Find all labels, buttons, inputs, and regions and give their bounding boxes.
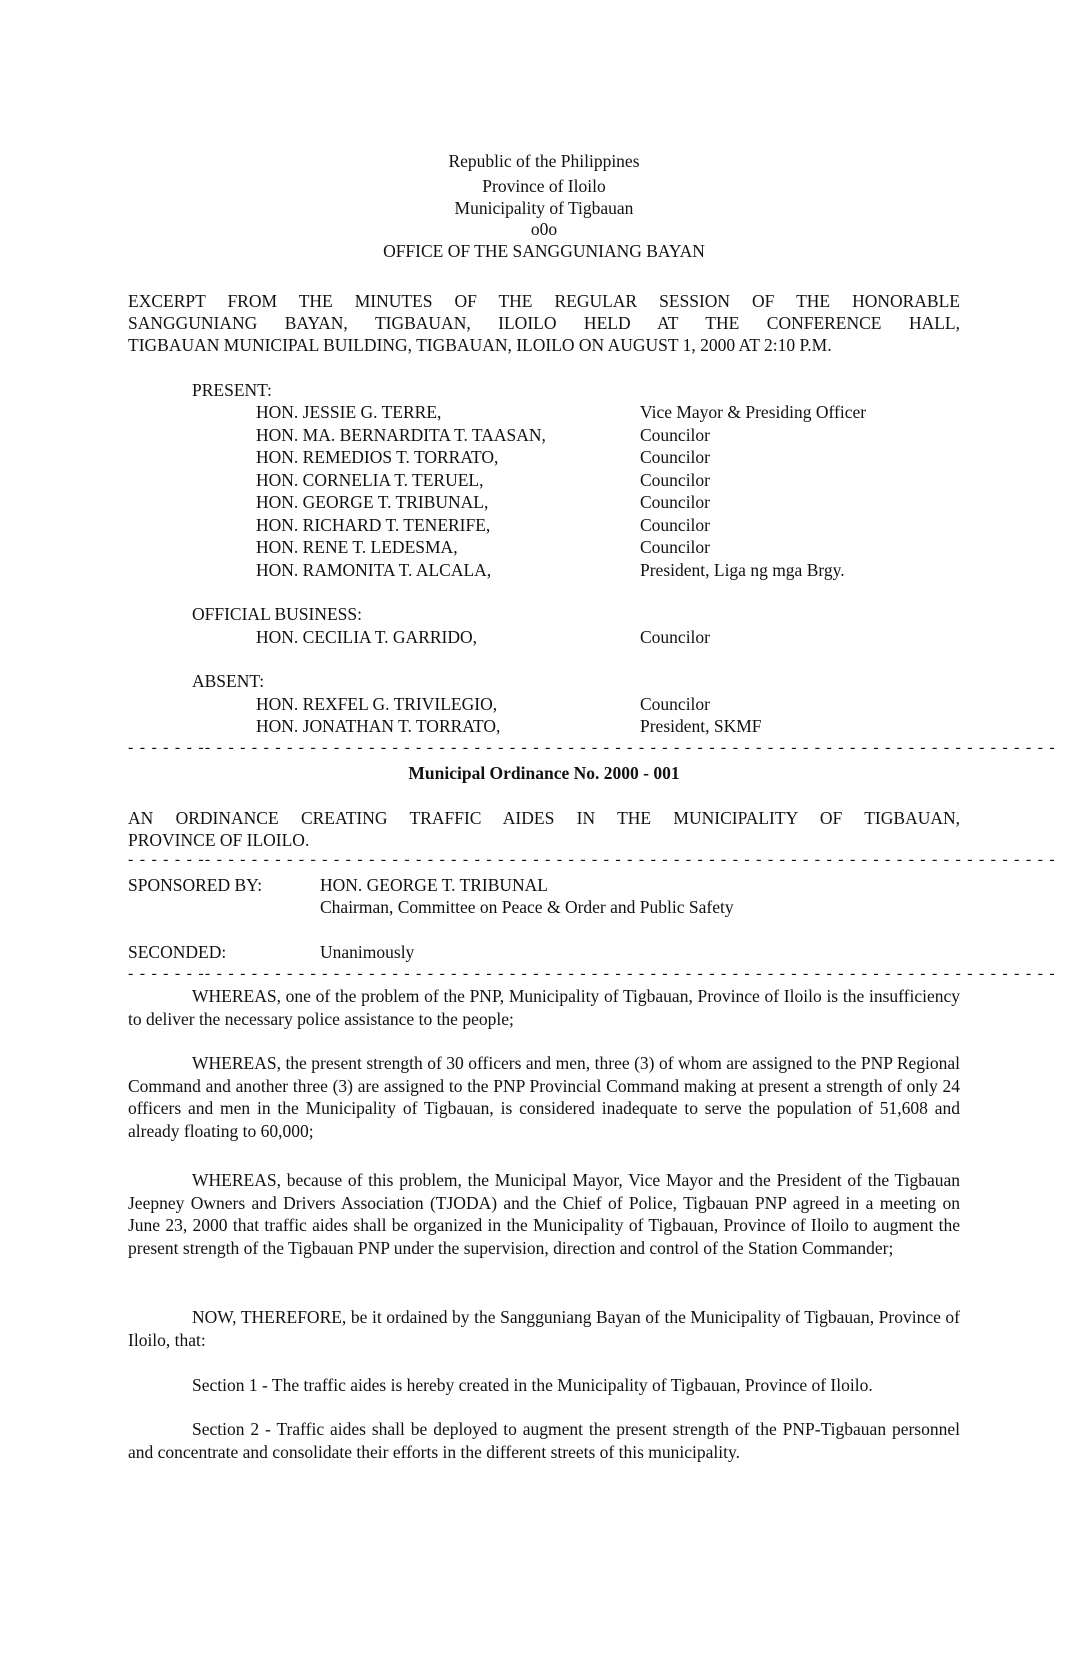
attendee-name: HON. JONATHAN T. TORRATO, [256,716,501,736]
attendee-role: Councilor [640,627,710,647]
header-province: Province of Iloilo [482,176,606,196]
attendee-role: President, SKMF [640,716,762,736]
attendee-name: HON. RENE T. LEDESMA, [256,537,458,557]
attendee-role: Councilor [640,694,710,714]
attendee-name: HON. CECILIA T. GARRIDO, [256,627,478,647]
sponsor-title: Chairman, Committee on Peace & Order and Public Safety [320,897,734,917]
attendee-name: HON. RICHARD T. TENERIFE, [256,515,491,535]
attendee-role: Councilor [640,470,710,490]
excerpt-block [128,290,960,356]
ordinance-title-line: PROVINCE OF ILOILO. [128,830,310,850]
sponsored-by-label: SPONSORED BY: [128,875,263,895]
attendee-role: Councilor [640,425,710,445]
seconded-value: Unanimously [320,942,415,962]
attendee-name: HON. RAMONITA T. ALCALA, [256,560,492,580]
excerpt-line: SANGGUNIANG BAYAN, TIGBAUAN, ILOILO HELD AT THE CONFERENCE HALL, [128,313,960,333]
separator-line: - - - - - - -- - - - - - - - - - - - - - - - - - - - - - - - - - - - - - - - - - - - - - - - - - - - - - - - - - - - - - - - - - - - - - - - - - - - - - - - - [128,739,1056,756]
attendee-role: Councilor [640,447,710,467]
excerpt-line: EXCERPT FROM THE MINUTES OF THE REGULAR SESSION OF THE HONORABLE [128,291,960,311]
whereas-paragraph: WHEREAS, because of this problem, the Municipal Mayor, Vice Mayor and the President of the Tigbauan Jeepney Owners and Drivers Association (TJODA) and the Chief of Police, Tigbauan PNP agreed in a meeting on June 23, 2000 that traffic aides shall be organized in the Municipality of Tigbauan, Province of Iloilo to augment the present strength of the Tigbauan PNP under the supervision, direction and control of the Station Commander; [128,1170,960,1258]
attendee-name: HON. GEORGE T. TRIBUNAL, [256,492,489,512]
official-business-label: OFFICIAL BUSINESS: [192,604,363,624]
attendee-name: HON. REXFEL G. TRIVILEGIO, [256,694,498,714]
separator-line: - - - - - - -- - - - - - - - - - - - - - - - - - - - - - - - - - - - - - - - - - - - - - - - - - - - - - - - - - - - - - - - - - - - - - - - - - - - - - - - - [128,851,1056,868]
attendee-role: Councilor [640,537,710,557]
header-ornament: o0o [530,219,558,239]
sponsor-name: HON. GEORGE T. TRIBUNAL [320,875,548,895]
whereas-paragraph: WHEREAS, one of the problem of the PNP, Municipality of Tigbauan, Province of Iloilo is the insufficiency to deliver the necessary police assistance to the people; [128,986,960,1029]
whereas-paragraph: WHEREAS, the present strength of 30 officers and men, three (3) of whom are assigned to the PNP Regional Command and another three (3) are assigned to the PNP Provincial Command making at present a strength of only 24 officers and men in the Municipality of Tigbauan, is considered inadequate to serve the population of 51,608 and already floating to 60,000; [128,1053,960,1141]
absent-label: ABSENT: [192,671,265,691]
attendee-role: Councilor [640,492,710,512]
attendee-role: Vice Mayor & Presiding Officer [640,402,867,422]
now-therefore-paragraph: NOW, THEREFORE, be it ordained by the Sangguniang Bayan of the Municipality of Tigbauan, Province of Iloilo, that: [128,1307,960,1350]
section-1: Section 1 - The traffic aides is hereby created in the Municipality of Tigbauan, Province of Iloilo. [192,1375,873,1395]
document-header [128,150,960,262]
seconded-label: SECONDED: [128,942,227,962]
attendee-role: Councilor [640,515,710,535]
ordinance-title [128,807,960,851]
attendee-role: President, Liga ng mga Brgy. [640,560,845,580]
header-municipality: Municipality of Tigbauan [454,198,634,218]
excerpt-line: TIGBAUAN MUNICIPAL BUILDING, TIGBAUAN, ILOILO ON AUGUST 1, 2000 AT 2:10 P.M. [128,335,832,355]
section-2: Section 2 - Traffic aides shall be deployed to augment the present strength of the PNP-Tigbauan personnel and concentrate and consolidate their efforts in the different streets of this municipality. [128,1419,960,1462]
separator-line: - - - - - - -- - - - - - - - - - - - - - - - - - - - - - - - - - - - - - - - - - - - - - - - - - - - - - - - - - - - - - - - - - - - - - - - - - - - - - - - - [128,965,1056,982]
present-label: PRESENT: [192,380,272,400]
attendee-name: HON. JESSIE G. TERRE, [256,402,442,422]
header-office: OFFICE OF THE SANGGUNIANG BAYAN [383,241,705,261]
ordinance-title-line: AN ORDINANCE CREATING TRAFFIC AIDES IN THE MUNICIPALITY OF TIGBAUAN, [128,808,960,828]
attendee-name: HON. MA. BERNARDITA T. TAASAN, [256,425,546,445]
attendee-name: HON. CORNELIA T. TERUEL, [256,470,484,490]
ordinance-number: Municipal Ordinance No. 2000 - 001 [408,763,680,783]
header-country: Republic of the Philippines [448,151,640,171]
attendee-name: HON. REMEDIOS T. TORRATO, [256,447,499,467]
